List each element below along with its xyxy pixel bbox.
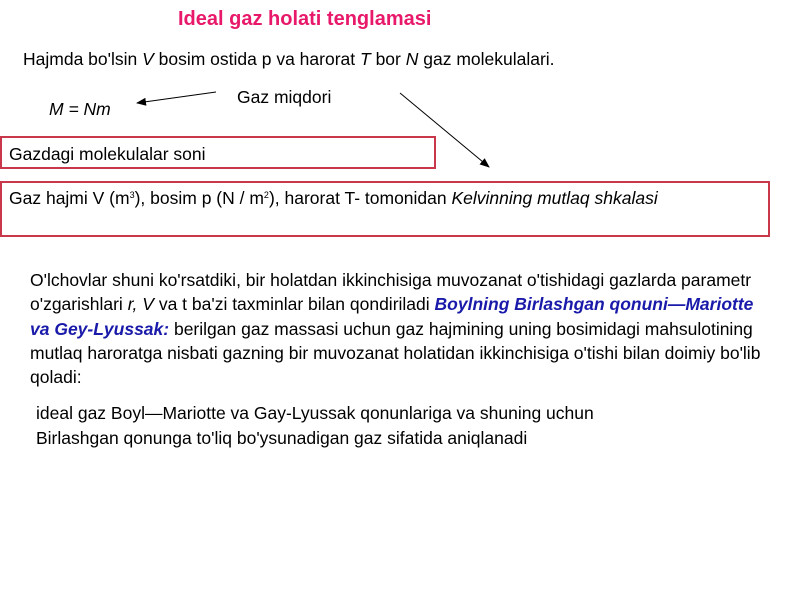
intro-text-1: Hajmda bo'lsin [23,49,143,69]
kelvin-scale: Kelvinning mutlaq shkalasi [451,188,658,208]
intro-text-3: bor [370,49,406,69]
gas-parameters-box [0,181,770,237]
definition-line-2: Birlashgan qonunga to'liq bo'ysunadigan gaz sifatida aniqlanadi [36,428,528,448]
slide-title: Ideal gaz holati tenglamasi [178,8,432,30]
paragraph-text-1: O'lchovlar shuni ko'rsatdiki, bir holatdan ikkinchisiga muvozanat o'tishidagi gazlarda parametr o'zgarishlari [30,270,752,315]
paragraph-params: r, V [127,294,154,315]
gas-params-part-1: Gaz hajmi V (m [9,188,130,208]
intro-n: N [405,49,419,69]
definition-line-1: ideal gaz Boyl—Mariotte va Gay-Lyussak qonunlariga va shuning uchun [36,403,594,423]
area-exponent: 2 [263,190,269,200]
molecule-count-box [0,136,436,169]
paragraph-text-2: va t ba'zi taxminlar bilan qondiriladi [153,294,435,315]
molecule-count-text: Gazdagi molekulalar soni [9,144,206,164]
arrow-to-formula [137,92,216,103]
gas-params-part-3: ), harorat T- tomonidan [268,188,452,208]
mass-formula: M = Nm [49,99,111,119]
gas-parameters-text [9,188,658,209]
combined-law-name: Boylning Birlashgan qonuni—Mariotte va Gey-Lyussak: [30,294,754,339]
intro-v: V [142,49,154,69]
volume-exponent: 3 [129,190,135,200]
paragraph-text-3: berilgan gaz massasi uchun gaz hajmining uning bosimidagi mahsulotining mutlaq haroratga nisbati gazning bir muvozanat holatidan ikkinchisiga o'tishi bilan doimiy bo'lib qoladi: [30,318,761,388]
intro-text-2: bosim ostida p va harorat [153,49,360,69]
intro-t: T [360,49,371,69]
main-paragraph [30,268,770,389]
intro-text-4: gaz molekulalari. [418,49,555,69]
definition-note [36,401,776,451]
gas-params-part-2: ), bosim p (N / m [134,188,264,208]
gas-amount-label: Gaz miqdori [237,87,332,107]
